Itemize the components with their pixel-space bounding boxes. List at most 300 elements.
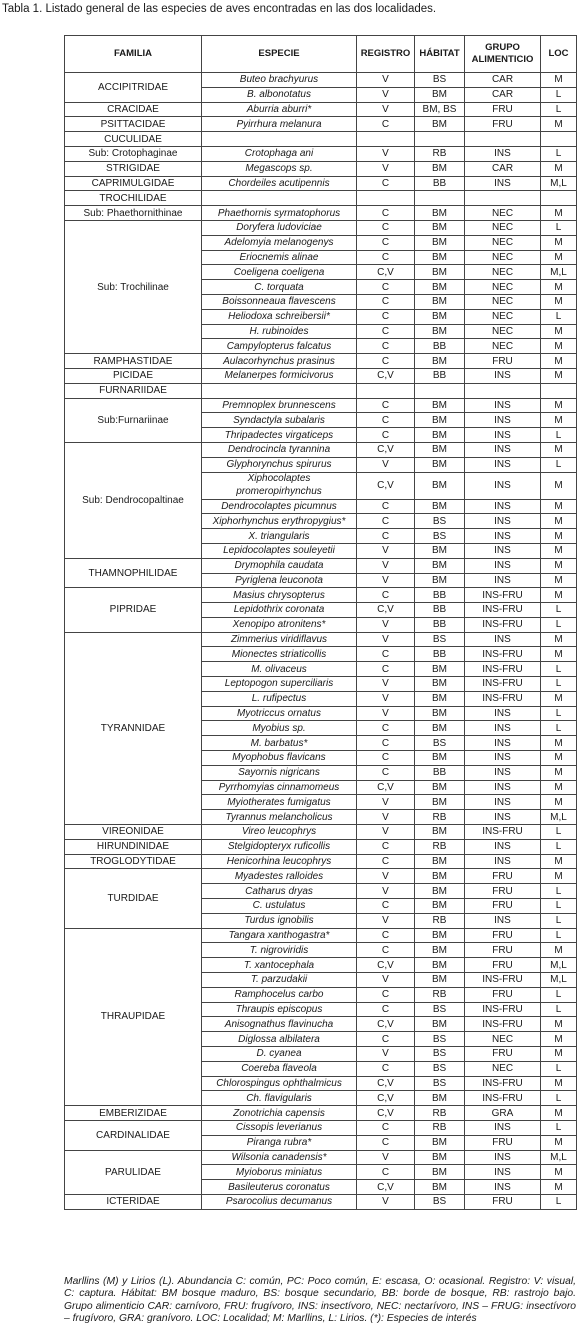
habitat-cell: BM bbox=[415, 442, 465, 457]
species-cell: M. olivaceus bbox=[202, 662, 357, 677]
grupo-cell: INS bbox=[465, 442, 541, 457]
family-cell: CRACIDAE bbox=[65, 102, 202, 117]
species-cell: Melanerpes formicivorus bbox=[202, 368, 357, 383]
registro-cell: C bbox=[357, 398, 415, 413]
loc-cell: L bbox=[541, 309, 577, 324]
loc-cell: M,L bbox=[541, 958, 577, 973]
grupo-cell: NEC bbox=[465, 265, 541, 280]
registro-cell: C bbox=[357, 499, 415, 514]
table-row bbox=[65, 869, 577, 884]
grupo-cell: INS bbox=[465, 1180, 541, 1195]
registro-cell: C,V bbox=[357, 265, 415, 280]
species-cell: Anisognathus flavinucha bbox=[202, 1017, 357, 1032]
loc-cell: M bbox=[541, 795, 577, 810]
species-cell bbox=[202, 383, 357, 398]
table-row bbox=[65, 191, 577, 206]
species-cell: Crotophaga ani bbox=[202, 146, 357, 161]
family-cell: TROCHILIDAE bbox=[65, 191, 202, 206]
habitat-cell: BB bbox=[415, 617, 465, 632]
grupo-cell: INS-FRU bbox=[465, 662, 541, 677]
habitat-cell: BM bbox=[415, 161, 465, 176]
registro-cell: C,V bbox=[357, 958, 415, 973]
family-cell: Sub: Phaethornithinae bbox=[65, 206, 202, 221]
habitat-cell bbox=[415, 191, 465, 206]
species-cell: Coereba flaveola bbox=[202, 1061, 357, 1076]
grupo-cell: INS-FRU bbox=[465, 691, 541, 706]
species-cell: C. torquata bbox=[202, 280, 357, 295]
grupo-cell: FRU bbox=[465, 884, 541, 899]
loc-cell: M,L bbox=[541, 176, 577, 191]
species-cell: Sayornis nigricans bbox=[202, 765, 357, 780]
habitat-cell: BM bbox=[415, 573, 465, 588]
habitat-cell: BM bbox=[415, 87, 465, 102]
loc-cell: M bbox=[541, 588, 577, 603]
loc-cell bbox=[541, 132, 577, 147]
species-cell: Drymophila caudata bbox=[202, 558, 357, 573]
loc-cell: L bbox=[541, 220, 577, 235]
registro-cell: C bbox=[357, 354, 415, 369]
registro-cell: V bbox=[357, 457, 415, 472]
species-cell: Chordeiles acutipennis bbox=[202, 176, 357, 191]
habitat-cell: BB bbox=[415, 176, 465, 191]
registro-cell: C bbox=[357, 1120, 415, 1135]
family-cell: THAMNOPHILIDAE bbox=[65, 558, 202, 588]
table-row bbox=[65, 206, 577, 221]
habitat-cell: BM bbox=[415, 706, 465, 721]
grupo-cell bbox=[465, 383, 541, 398]
species-cell: Wilsonia canadensis* bbox=[202, 1150, 357, 1165]
grupo-cell: NEC bbox=[465, 1061, 541, 1076]
habitat-cell: BM, BS bbox=[415, 102, 465, 117]
family-cell: HIRUNDINIDAE bbox=[65, 839, 202, 854]
grupo-cell: INS bbox=[465, 810, 541, 825]
loc-cell: L bbox=[541, 1120, 577, 1135]
species-cell: T. parzudakii bbox=[202, 973, 357, 988]
registro-cell: C bbox=[357, 1002, 415, 1017]
species-cell: T. xantocephala bbox=[202, 958, 357, 973]
species-cell bbox=[202, 191, 357, 206]
habitat-cell: BM bbox=[415, 943, 465, 958]
registro-cell: C bbox=[357, 309, 415, 324]
species-cell: Chlorospingus ophthalmicus bbox=[202, 1076, 357, 1091]
loc-cell: M,L bbox=[541, 973, 577, 988]
registro-cell: C,V bbox=[357, 1106, 415, 1121]
table-row bbox=[65, 146, 577, 161]
species-cell: Dendrocolaptes picumnus bbox=[202, 499, 357, 514]
habitat-cell: BM bbox=[415, 472, 465, 499]
species-cell: Zimmerius viridiflavus bbox=[202, 632, 357, 647]
habitat-cell bbox=[415, 383, 465, 398]
registro-cell: C bbox=[357, 1165, 415, 1180]
loc-cell: M bbox=[541, 691, 577, 706]
habitat-cell: BM bbox=[415, 869, 465, 884]
registro-cell: V bbox=[357, 146, 415, 161]
table-row bbox=[65, 442, 577, 457]
species-cell: Mionectes striaticollis bbox=[202, 647, 357, 662]
loc-cell: M bbox=[541, 1165, 577, 1180]
species-cell: Tangara xanthogastra* bbox=[202, 928, 357, 943]
habitat-cell: BM bbox=[415, 309, 465, 324]
loc-cell: L bbox=[541, 617, 577, 632]
loc-cell: M,L bbox=[541, 810, 577, 825]
species-cell: Zonotrichia capensis bbox=[202, 1106, 357, 1121]
header-loc: LOC bbox=[541, 36, 577, 73]
registro-cell bbox=[357, 132, 415, 147]
grupo-cell: INS bbox=[465, 543, 541, 558]
habitat-cell: BM bbox=[415, 973, 465, 988]
table-row bbox=[65, 1106, 577, 1121]
species-cell: L. rufipectus bbox=[202, 691, 357, 706]
loc-cell: M bbox=[541, 765, 577, 780]
registro-cell: V bbox=[357, 706, 415, 721]
species-cell: Doryfera ludoviciae bbox=[202, 220, 357, 235]
grupo-cell: FRU bbox=[465, 869, 541, 884]
registro-cell: C bbox=[357, 529, 415, 544]
species-cell: X. triangularis bbox=[202, 529, 357, 544]
loc-cell: M bbox=[541, 398, 577, 413]
loc-cell: M bbox=[541, 206, 577, 221]
habitat-cell: BM bbox=[415, 294, 465, 309]
registro-cell: C bbox=[357, 324, 415, 339]
loc-cell: M bbox=[541, 869, 577, 884]
header-habitat: HÁBITAT bbox=[415, 36, 465, 73]
species-cell: B. albonotatus bbox=[202, 87, 357, 102]
species-cell: D. cyanea bbox=[202, 1047, 357, 1062]
grupo-cell: NEC bbox=[465, 206, 541, 221]
species-cell: Vireo leucophrys bbox=[202, 825, 357, 840]
registro-cell: C bbox=[357, 751, 415, 766]
habitat-cell: BM bbox=[415, 899, 465, 914]
species-cell: Xenopipo atronitens* bbox=[202, 617, 357, 632]
registro-cell: C bbox=[357, 206, 415, 221]
registro-cell: V bbox=[357, 1047, 415, 1062]
table-row bbox=[65, 928, 577, 943]
family-cell: TURDIDAE bbox=[65, 869, 202, 928]
loc-cell: L bbox=[541, 603, 577, 618]
habitat-cell: BS bbox=[415, 514, 465, 529]
species-cell: Xiphocolaptes promeropirhynchus bbox=[202, 472, 357, 499]
registro-cell: V bbox=[357, 102, 415, 117]
species-cell: Buteo brachyurus bbox=[202, 73, 357, 88]
registro-cell: C bbox=[357, 514, 415, 529]
loc-cell: L bbox=[541, 839, 577, 854]
grupo-cell: NEC bbox=[465, 294, 541, 309]
family-cell: ICTERIDAE bbox=[65, 1194, 202, 1209]
loc-cell: L bbox=[541, 457, 577, 472]
registro-cell: C bbox=[357, 1032, 415, 1047]
grupo-cell: INS bbox=[465, 529, 541, 544]
species-cell: Eriocnemis alinae bbox=[202, 250, 357, 265]
grupo-cell: INS bbox=[465, 472, 541, 499]
header-especie: ESPECIE bbox=[202, 36, 357, 73]
habitat-cell: BM bbox=[415, 1091, 465, 1106]
grupo-cell: INS bbox=[465, 368, 541, 383]
habitat-cell: BM bbox=[415, 1165, 465, 1180]
species-cell: Diglossa albilatera bbox=[202, 1032, 357, 1047]
habitat-cell: BM bbox=[415, 691, 465, 706]
registro-cell: C bbox=[357, 765, 415, 780]
loc-cell: M bbox=[541, 1180, 577, 1195]
grupo-cell: INS bbox=[465, 558, 541, 573]
registro-cell: V bbox=[357, 913, 415, 928]
loc-cell: M bbox=[541, 943, 577, 958]
grupo-cell: INS bbox=[465, 706, 541, 721]
grupo-cell: INS bbox=[465, 499, 541, 514]
loc-cell: L bbox=[541, 884, 577, 899]
species-cell: Premnoplex brunnescens bbox=[202, 398, 357, 413]
species-cell: Turdus ignobilis bbox=[202, 913, 357, 928]
habitat-cell: BB bbox=[415, 588, 465, 603]
registro-cell: V bbox=[357, 810, 415, 825]
table-row bbox=[65, 73, 577, 88]
registro-cell: C bbox=[357, 721, 415, 736]
loc-cell: M bbox=[541, 529, 577, 544]
header-registro: REGISTRO bbox=[357, 36, 415, 73]
table-row bbox=[65, 1150, 577, 1165]
habitat-cell: BM bbox=[415, 721, 465, 736]
family-cell: CUCULIDAE bbox=[65, 132, 202, 147]
grupo-cell: NEC bbox=[465, 1032, 541, 1047]
species-cell: T. nigroviridis bbox=[202, 943, 357, 958]
registro-cell bbox=[357, 383, 415, 398]
grupo-cell: INS-FRU bbox=[465, 825, 541, 840]
habitat-cell: BM bbox=[415, 558, 465, 573]
loc-cell: L bbox=[541, 987, 577, 1002]
registro-cell: C bbox=[357, 987, 415, 1002]
loc-cell: M bbox=[541, 1135, 577, 1150]
grupo-cell: FRU bbox=[465, 1194, 541, 1209]
grupo-cell: INS bbox=[465, 751, 541, 766]
registro-cell: C bbox=[357, 280, 415, 295]
family-cell: TYRANNIDAE bbox=[65, 632, 202, 824]
registro-cell: C bbox=[357, 928, 415, 943]
species-cell: Ramphocelus carbo bbox=[202, 987, 357, 1002]
grupo-cell: INS-FRU bbox=[465, 1017, 541, 1032]
loc-cell: L bbox=[541, 825, 577, 840]
habitat-cell: BB bbox=[415, 368, 465, 383]
grupo-cell: INS bbox=[465, 721, 541, 736]
loc-cell: M bbox=[541, 1017, 577, 1032]
registro-cell: C,V bbox=[357, 1017, 415, 1032]
grupo-cell: FRU bbox=[465, 899, 541, 914]
grupo-cell: INS bbox=[465, 398, 541, 413]
grupo-cell: FRU bbox=[465, 987, 541, 1002]
family-cell: PICIDAE bbox=[65, 368, 202, 383]
species-cell: Thripadectes virgaticeps bbox=[202, 428, 357, 443]
family-cell: Sub: Crotophaginae bbox=[65, 146, 202, 161]
table-row bbox=[65, 132, 577, 147]
table-row bbox=[65, 383, 577, 398]
registro-cell: V bbox=[357, 632, 415, 647]
registro-cell: V bbox=[357, 558, 415, 573]
registro-cell: C bbox=[357, 117, 415, 132]
species-cell: Myiotherates fumigatus bbox=[202, 795, 357, 810]
loc-cell: M bbox=[541, 558, 577, 573]
habitat-cell: BS bbox=[415, 1032, 465, 1047]
habitat-cell: BM bbox=[415, 662, 465, 677]
habitat-cell: BM bbox=[415, 220, 465, 235]
species-cell: Tyrannus melancholicus bbox=[202, 810, 357, 825]
grupo-cell: NEC bbox=[465, 339, 541, 354]
species-cell: Piranga rubra* bbox=[202, 1135, 357, 1150]
registro-cell: C bbox=[357, 220, 415, 235]
registro-cell: C bbox=[357, 943, 415, 958]
grupo-cell: INS-FRU bbox=[465, 677, 541, 692]
loc-cell: L bbox=[541, 1091, 577, 1106]
table-row bbox=[65, 398, 577, 413]
registro-cell: C,V bbox=[357, 1076, 415, 1091]
grupo-cell: CAR bbox=[465, 73, 541, 88]
habitat-cell: BM bbox=[415, 206, 465, 221]
habitat-cell: BM bbox=[415, 250, 465, 265]
family-cell: ACCIPITRIDAE bbox=[65, 73, 202, 103]
table-row bbox=[65, 588, 577, 603]
family-cell: PIPRIDAE bbox=[65, 588, 202, 632]
registro-cell: C bbox=[357, 899, 415, 914]
grupo-cell: INS bbox=[465, 1150, 541, 1165]
loc-cell bbox=[541, 191, 577, 206]
species-cell: Phaethornis syrmatophorus bbox=[202, 206, 357, 221]
habitat-cell: BM bbox=[415, 354, 465, 369]
registro-cell: V bbox=[357, 973, 415, 988]
grupo-cell: FRU bbox=[465, 958, 541, 973]
habitat-cell: BS bbox=[415, 632, 465, 647]
registro-cell: C,V bbox=[357, 603, 415, 618]
habitat-cell bbox=[415, 132, 465, 147]
loc-cell: L bbox=[541, 428, 577, 443]
loc-cell: M,L bbox=[541, 1150, 577, 1165]
family-cell: EMBERIZIDAE bbox=[65, 1106, 202, 1121]
loc-cell: L bbox=[541, 721, 577, 736]
loc-cell: M bbox=[541, 73, 577, 88]
species-cell: H. rubinoides bbox=[202, 324, 357, 339]
table-row bbox=[65, 176, 577, 191]
loc-cell: M bbox=[541, 1076, 577, 1091]
grupo-cell: NEC bbox=[465, 309, 541, 324]
registro-cell: V bbox=[357, 1150, 415, 1165]
habitat-cell: BM bbox=[415, 117, 465, 132]
loc-cell: L bbox=[541, 146, 577, 161]
species-cell: Myophobus flavicans bbox=[202, 751, 357, 766]
loc-cell: M bbox=[541, 573, 577, 588]
species-cell: Catharus dryas bbox=[202, 884, 357, 899]
grupo-cell: INS bbox=[465, 1165, 541, 1180]
habitat-cell: RB bbox=[415, 1106, 465, 1121]
species-cell: Basileuterus coronatus bbox=[202, 1180, 357, 1195]
species-cell: Ch. flavigularis bbox=[202, 1091, 357, 1106]
loc-cell: M bbox=[541, 1032, 577, 1047]
table-body bbox=[65, 73, 577, 1210]
loc-cell: M bbox=[541, 499, 577, 514]
family-cell: FURNARIIDAE bbox=[65, 383, 202, 398]
table-row bbox=[65, 558, 577, 573]
habitat-cell: BM bbox=[415, 751, 465, 766]
registro-cell: C,V bbox=[357, 368, 415, 383]
habitat-cell: BM bbox=[415, 1017, 465, 1032]
habitat-cell: BM bbox=[415, 780, 465, 795]
species-cell: Megascops sp. bbox=[202, 161, 357, 176]
table-caption: Tabla 1. Listado general de las especies de aves encontradas en las dos localidades. bbox=[2, 3, 437, 15]
species-cell: Pyrrhomyias cinnamomeus bbox=[202, 780, 357, 795]
grupo-cell: INS bbox=[465, 854, 541, 869]
registro-cell: C bbox=[357, 854, 415, 869]
habitat-cell: BM bbox=[415, 677, 465, 692]
species-cell: Pyriglena leuconota bbox=[202, 573, 357, 588]
species-cell: Psarocolius decumanus bbox=[202, 1194, 357, 1209]
grupo-cell: INS bbox=[465, 1120, 541, 1135]
registro-cell: V bbox=[357, 691, 415, 706]
habitat-cell: BS bbox=[415, 529, 465, 544]
habitat-cell: BM bbox=[415, 413, 465, 428]
loc-cell: M bbox=[541, 1047, 577, 1062]
registro-cell: V bbox=[357, 869, 415, 884]
grupo-cell: NEC bbox=[465, 280, 541, 295]
grupo-cell: INS-FRU bbox=[465, 603, 541, 618]
species-cell: Thraupis episcopus bbox=[202, 1002, 357, 1017]
species-cell bbox=[202, 132, 357, 147]
habitat-cell: BM bbox=[415, 428, 465, 443]
habitat-cell: RB bbox=[415, 987, 465, 1002]
grupo-cell: INS-FRU bbox=[465, 617, 541, 632]
habitat-cell: BM bbox=[415, 1135, 465, 1150]
grupo-cell: INS-FRU bbox=[465, 973, 541, 988]
loc-cell: M,L bbox=[541, 265, 577, 280]
loc-cell: M bbox=[541, 235, 577, 250]
grupo-cell: INS-FRU bbox=[465, 647, 541, 662]
loc-cell: L bbox=[541, 1061, 577, 1076]
registro-cell: C bbox=[357, 413, 415, 428]
grupo-cell bbox=[465, 191, 541, 206]
loc-cell: M bbox=[541, 294, 577, 309]
table-row bbox=[65, 117, 577, 132]
registro-cell: C bbox=[357, 176, 415, 191]
table-row bbox=[65, 1194, 577, 1209]
grupo-cell: INS bbox=[465, 428, 541, 443]
grupo-cell: FRU bbox=[465, 1047, 541, 1062]
grupo-cell: INS-FRU bbox=[465, 1091, 541, 1106]
loc-cell: L bbox=[541, 677, 577, 692]
habitat-cell: BM bbox=[415, 499, 465, 514]
grupo-cell: NEC bbox=[465, 235, 541, 250]
table-footnote: Marllins (M) y Lirios (L). Abundancia C: común, PC: Poco común, E: escasa, O: ocasional. Registro: V: visual, C: captura. Hábitat: BM bosque maduro, BS: bosque secundario, BB: borde de bosque, RB: rastrojo bajo. Grupo alimenticio CAR: carnívoro, FRU: frugívoro, INS: insectívoro, NEC: nectarívoro, INS – FRUG: insectívoro – frugívoro, GRA: granívoro. LOC: Localidad; M: Marllins, L: Lirios. (*): Especies de interés bbox=[64, 1276, 576, 1325]
habitat-cell: BB bbox=[415, 765, 465, 780]
habitat-cell: BM bbox=[415, 457, 465, 472]
registro-cell: C bbox=[357, 1061, 415, 1076]
grupo-cell: NEC bbox=[465, 324, 541, 339]
habitat-cell: BM bbox=[415, 958, 465, 973]
habitat-cell: BM bbox=[415, 265, 465, 280]
habitat-cell: RB bbox=[415, 810, 465, 825]
table-row bbox=[65, 354, 577, 369]
grupo-cell: FRU bbox=[465, 943, 541, 958]
registro-cell: C bbox=[357, 839, 415, 854]
habitat-cell: BM bbox=[415, 884, 465, 899]
grupo-cell: INS bbox=[465, 795, 541, 810]
family-cell: Sub: Trochilinae bbox=[65, 220, 202, 353]
family-cell: CAPRIMULGIDAE bbox=[65, 176, 202, 191]
habitat-cell: BS bbox=[415, 1076, 465, 1091]
family-cell: VIREONIDAE bbox=[65, 825, 202, 840]
habitat-cell: RB bbox=[415, 839, 465, 854]
table-row bbox=[65, 102, 577, 117]
registro-cell: C bbox=[357, 235, 415, 250]
habitat-cell: BS bbox=[415, 1194, 465, 1209]
loc-cell: M bbox=[541, 632, 577, 647]
habitat-cell: BS bbox=[415, 1047, 465, 1062]
grupo-cell: INS-FRU bbox=[465, 1076, 541, 1091]
grupo-cell: CAR bbox=[465, 161, 541, 176]
registro-cell: V bbox=[357, 617, 415, 632]
